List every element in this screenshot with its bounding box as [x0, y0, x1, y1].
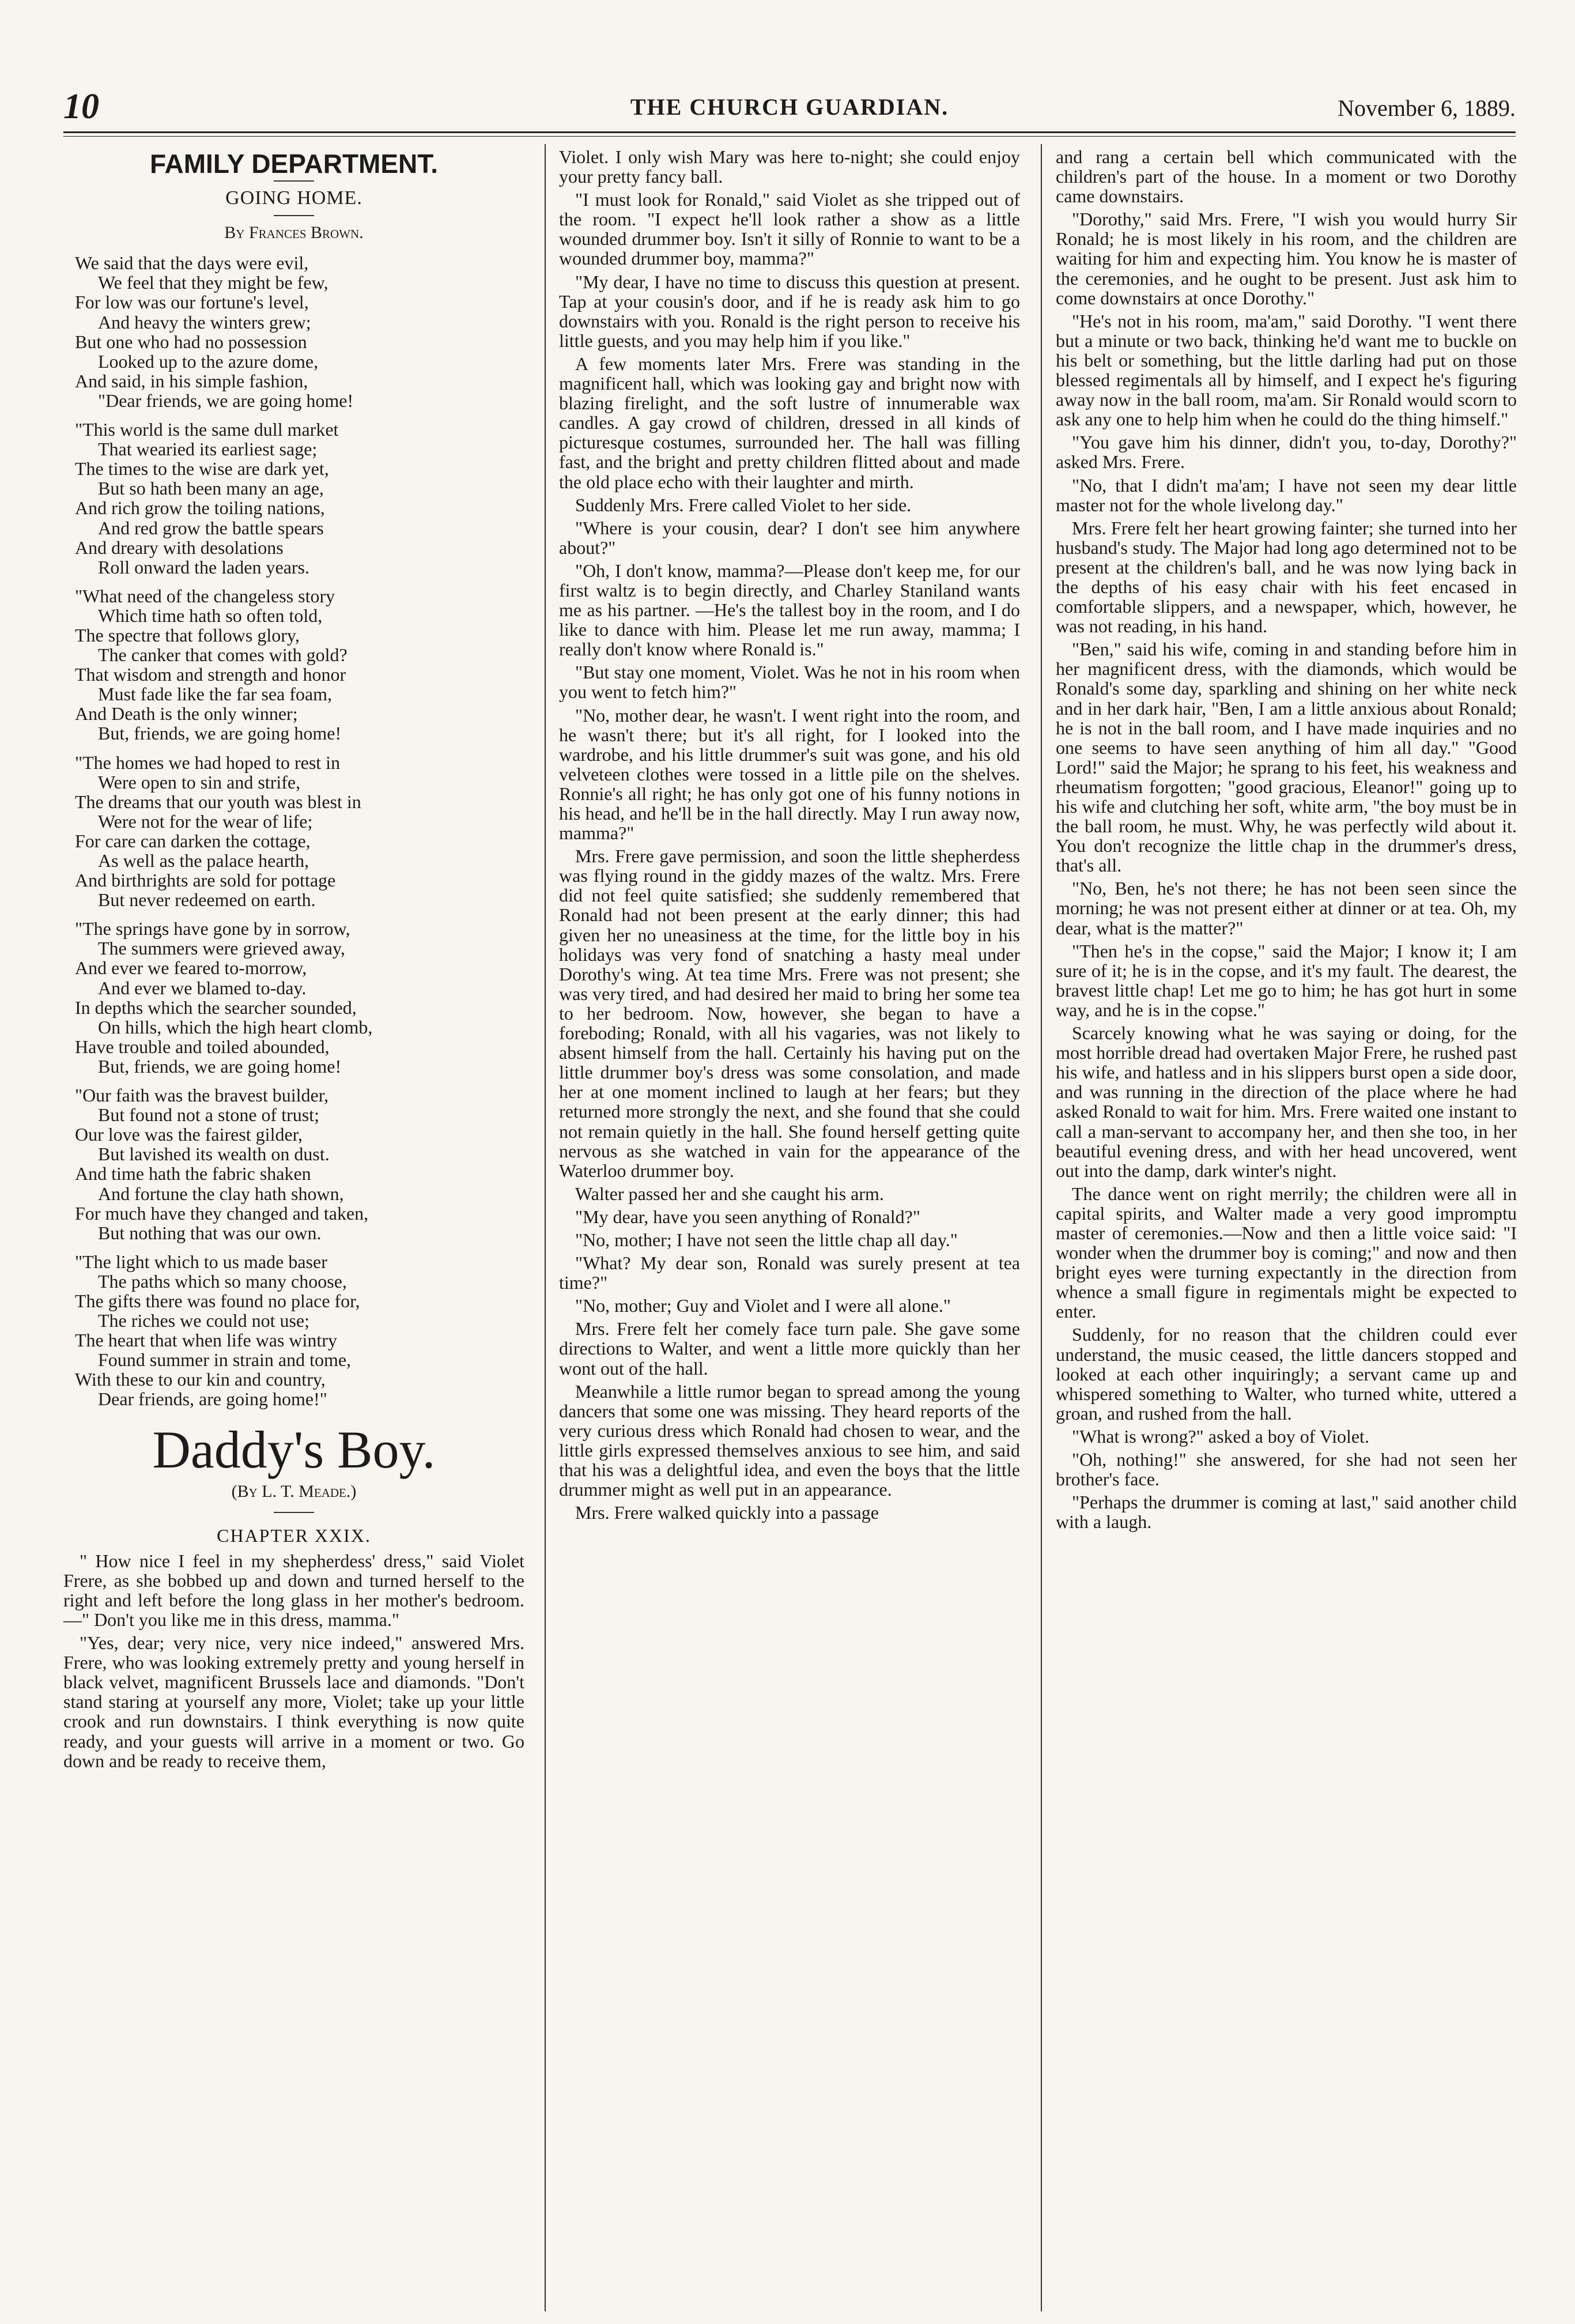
paragraph: A few moments later Mrs. Frere was standing in the magnificent hall, which was looking gay and bright now with blazing firelight, and the soft lustre of innumerable wax candles. A gay crowd of children, dressed in all kinds of picturesque costumes, surrounded her. The hall was filling fast, and the bright and pretty children flitted about and made the old place echo with their laughter and mirth. — [559, 353, 1020, 492]
poem-line: Were not for the wear of life; — [98, 810, 313, 832]
poem-line: The times to the wise are dark yet, — [75, 458, 329, 480]
paragraph: The dance went on right merrily; the children were all in capital spirits, and Walter made a very good impromptu master of ceremonies.—Now and then a little voice said: "I wonder when the drummer boy is coming;" and now and then bright eyes were turning expectantly in the direction from whence a small figure in regimentals might be expected to enter. — [1056, 1183, 1517, 1322]
poem-line: "What need of the changeless story — [75, 585, 335, 606]
paragraph: "You gave him his dinner, didn't you, to-day, Dorothy?" asked Mrs. Frere. — [1056, 432, 1517, 473]
poem-line: Have trouble and toiled abounded, — [75, 1036, 330, 1057]
poem-line: But one who had no possession — [75, 331, 307, 352]
poem-byline: By Frances Brown. — [224, 223, 364, 243]
column-2 — [559, 147, 1020, 1526]
header-rule-thin — [63, 136, 1516, 137]
paragraph: "Dorothy," said Mrs. Frere, "I wish you would hurry Sir Ronald; he is most likely in his room, and the children are waiting for him and expecting him. You know he is master of the ceremonies, and he ought to be present. Just ask him to come downstairs at once Dorothy." — [1056, 209, 1517, 308]
paragraph: " How nice I feel in my shepherdess' dress," said Violet Frere, as she bobbed up and down and turned herself to the right and left before the long glass in her mother's bedroom.—" Don't you like me in this dress, mamma." — [63, 1550, 524, 1630]
poem-stanza — [75, 1085, 524, 1243]
poem-line: And red grow the battle spears — [98, 517, 324, 538]
paragraph: "No, that I didn't ma'am; I have not seen my dear little master not for the whole livelong day." — [1056, 474, 1517, 515]
poem-line: As well as the palace hearth, — [98, 850, 309, 871]
paragraph: "Then he's in the copse," said the Major; I know it; I am sure of it; he is in the copse, and it's my fault. The dearest, the bravest little chap! Let me go to him; he has got hurt in some way, and he is in the copse." — [1056, 940, 1517, 1020]
header-rule — [63, 131, 1516, 133]
paragraph: "Oh, I don't know, mamma?—Please don't keep me, for our first waltz is to begin directly, and Charley Staniland wants me as his partner. —He's the tallest boy in the room, and I do like to dance with him. Please let me run away, mamma; I really don't know where Ronald is." — [559, 560, 1020, 660]
poem-stanza — [75, 420, 524, 577]
poem-line: "This world is the same dull market — [75, 419, 339, 440]
poem-line: The dreams that our youth was blest in — [75, 791, 361, 812]
paragraph: "What? My dear son, Ronald was surely present at tea time?" — [559, 1252, 1020, 1293]
poem-line: Looked up to the azure dome, — [98, 350, 319, 372]
poem-line: "The light which to us made baser — [75, 1251, 327, 1272]
paragraph: Mrs. Frere gave permission, and soon the little shepherdess was flying round in the giddy mazes of the waltz. Mrs. Frere did not feel quite satisfied; she suddenly remembered that Ronald had not been present at the early dinner; this had given her no uneasiness at the time, for the little boy in his holidays was very fond of snatching a hasty meal under Dorothy's wing. At tea time Mrs. Frere was not present; she was very tired, and had desired her maid to bring her some tea to her bedroom. Now, however, she began to have a foreboding; Ronald, with all his vagaries, was not likely to absent himself from the hall. Certainly his having put on the little drummer boy's dress was some consolation, and made her at one moment inclined to laugh at her fears; but they returned more strongly the next, and she found that she could not remain quietly in the hall. She found herself getting quite nervous as she watched in vain for the appearance of the Waterloo drummer boy. — [559, 846, 1020, 1181]
paragraph: "My dear, have you seen anything of Ronald?" — [575, 1206, 920, 1227]
poem-line: For much have they changed and taken, — [75, 1202, 369, 1224]
poem-line: But found not a stone of trust; — [98, 1104, 319, 1126]
paragraph: Meanwhile a little rumor began to spread among the young dancers that some one was missing. They heard reports of the very curious dress which Ronald had chosen to wear, and the little girls expressed themselves anxious to see him, and said that his was a delightful idea, and even the boys that the little drummer might as well put in an appearance. — [559, 1380, 1020, 1500]
story-text-col1 — [63, 1551, 524, 1771]
column-divider — [545, 144, 546, 2311]
paragraph: "No, mother; I have not seen the little chap all day." — [575, 1229, 958, 1250]
poem-line: The gifts there was found no place for, — [75, 1290, 360, 1311]
poem-line: And Death is the only winner; — [75, 703, 298, 725]
page-number: 10 — [63, 87, 99, 126]
poem-line: But lavished its wealth on dust. — [98, 1144, 330, 1165]
paragraph: Walter passed her and she caught his arm. — [575, 1183, 884, 1204]
poem-line: "Dear friends, we are going home! — [98, 390, 354, 411]
poem-stanza — [75, 586, 524, 744]
poem-line: Which time hath so often told, — [98, 605, 323, 626]
poem-line: Found summer in strain and tome, — [98, 1349, 352, 1371]
chapter-heading: CHAPTER XXIX. — [217, 1525, 371, 1546]
poem-line: We feel that they might be few, — [98, 272, 328, 293]
paragraph: "No, mother dear, he wasn't. I went right into the room, and he wasn't there; but it's all right, for I looked into the wardrobe, and his little drummer's suit was gone, and his old velveteen clothes were tossed in a little pile on the shelves. Ronnie's all right; he has only got one of his funny notions in his head, and he'll be in the hall directly. May I run away now, mamma?" — [559, 704, 1020, 844]
paragraph: Violet. I only wish Mary was here to-night; she could enjoy your pretty fancy ball. — [559, 146, 1020, 187]
paragraph: "Ben," said his wife, coming in and standing before him in her magnificent dress, with the diamonds, which would be Ronald's some day, sparkling and shining on her white neck and in her dark hair, "Ben, I am a little anxious about Ronald; he is not in the ball room, and I have made inquiries and no one seems to have seen anything of him all day." "Good Lord!" said the Major; he sprang to his feet, his weakness and rheumatism forgotten; "good gracious, Eleanor!" going up to his wife and clutching her soft, white arm, "the boy must be in the ball room, he must. Why, he was perfectly wild about it. You don't recognize the little chap in the drummer's dress, that's all. — [1056, 639, 1517, 876]
paragraph: Scarcely knowing what he was saying or doing, for the most horrible dread had overtaken Major Frere, he rushed past his wife, and hatless and in his slippers burst open a side door, and was running in the direction of the place where he had asked Ronald to wait for him. Mrs. Frere waited one instant to call a man-servant to accompany her, and then she too, in her beautiful evening dress, and with her head uncovered, went out into the damp, dark winter's night. — [1056, 1023, 1517, 1181]
poem-line: In depths which the searcher sounded, — [75, 997, 357, 1018]
poem-line: For care can darken the cottage, — [75, 830, 311, 851]
paragraph: "Where is your cousin, dear? I don't see him anywhere about?" — [559, 517, 1020, 558]
paragraph: Mrs. Frere felt her heart growing fainter; she turned into her husband's study. The Major had long ago determined not to be present at the children's ball, and he was now lying back in the depths of his easy chair with his feet encased in comfortable slippers, and a newspaper, which, however, he was not reading, in his hand. — [1056, 517, 1517, 637]
story-text-col3 — [1056, 147, 1517, 1531]
poem-body — [63, 253, 524, 1409]
column-1 — [63, 147, 524, 1774]
poem-line: But never redeemed on earth. — [98, 889, 316, 911]
paragraph: Mrs. Frere walked quickly into a passage — [575, 1502, 879, 1523]
poem-line: But nothing that was our own. — [98, 1222, 322, 1243]
poem-line: Our love was the fairest gilder, — [75, 1124, 303, 1145]
poem-line: The riches we could not use; — [98, 1310, 309, 1331]
poem-line: The canker that comes with gold? — [98, 644, 348, 666]
poem-line: And birthrights are sold for pottage — [75, 870, 336, 891]
paragraph: "He's not in his room, ma'am," said Dorothy. "I went there but a minute or two back, thinking he'd want me to buckle on his belt or something, but the little darling had put on those blessed regimentals all by himself, and I expect he's figuring away now in the ball room, ma'am. Sir Ronald would scorn to ask any one to help him when he could do the thing himself." — [1056, 310, 1517, 430]
poem-line: And said, in his simple fashion, — [75, 370, 308, 391]
paragraph: "My dear, I have no time to discuss this question at present. Tap at your cousin's door, and if he is ready ask him to go downstairs with you. Ronald is the right person to receive his little guests, and you may help him if you like." — [559, 271, 1020, 351]
poem-line: Were open to sin and strife, — [98, 771, 301, 793]
poem-line: Roll onward the laden years. — [98, 556, 309, 578]
poem-line: "The springs have gone by in sorrow, — [75, 918, 350, 940]
story-byline: (By L. T. Meade.) — [231, 1481, 357, 1501]
poem-line: Must fade like the far sea foam, — [98, 684, 333, 705]
poem-stanza — [75, 919, 524, 1076]
poem-line: And fortune the clay hath shown, — [98, 1183, 344, 1204]
poem-line: But, friends, we are going home! — [98, 723, 342, 744]
poem-line: But so hath been many an age, — [98, 478, 324, 499]
poem-line: The summers were grieved away, — [98, 938, 345, 959]
poem-line: And rich grow the toiling nations, — [75, 497, 325, 519]
poem-line: And dreary with desolations — [75, 537, 284, 558]
column-divider — [1041, 144, 1042, 2311]
page-header — [63, 86, 1516, 127]
poem-line: And time hath the fabric shaken — [75, 1163, 311, 1184]
poem-line: The paths which so many choose, — [98, 1270, 347, 1292]
paragraph: "Perhaps the drummer is coming at last," said another child with a laugh. — [1056, 1492, 1517, 1533]
poem-line: "Our faith was the bravest builder, — [75, 1085, 329, 1106]
issue-date: November 6, 1889. — [1338, 95, 1516, 121]
poem-line: The heart that when life was wintry — [75, 1330, 337, 1351]
poem-line: And heavy the winters grew; — [98, 311, 311, 333]
poem-line: On hills, which the high heart clomb, — [98, 1016, 373, 1038]
poem-stanza — [75, 753, 524, 910]
paragraph: "I must look for Ronald," said Violet as she tripped out of the room. "I expect he'll look rather a show as a little wounded drummer boy. Isn't it silly of Ronnie to want to be a wounded drummer boy, mamma?" — [559, 189, 1020, 269]
divider — [274, 1512, 314, 1513]
poem-title: GOING HOME. — [225, 187, 362, 209]
poem-line: We said that the days were evil, — [75, 252, 309, 274]
paragraph: Mrs. Frere felt her comely face turn pale. She gave some directions to Walter, and went a little more quickly than her wont out of the hall. — [559, 1318, 1020, 1379]
poem-stanza — [75, 1252, 524, 1409]
poem-line: The spectre that follows glory, — [75, 624, 300, 646]
poem-stanza — [75, 253, 524, 410]
poem-line: "The homes we had hoped to rest in — [75, 752, 341, 773]
paragraph: "Yes, dear; very nice, very nice indeed," answered Mrs. Frere, who was looking extremely pretty and young herself in black velvet, magnificent Brussels lace and diamonds. "Don't stand staring at yourself any more, Violet; take up your little crook and run downstairs. I think everything is now quite ready, and your guests will arrive in a moment or two. Go down and be ready to receive them, — [63, 1632, 524, 1771]
paragraph: "Oh, nothing!" she answered, for she had not seen her brother's face. — [1056, 1449, 1517, 1490]
poem-line: For low was our fortune's level, — [75, 292, 309, 313]
story-title: Daddy's Boy. — [152, 1420, 436, 1479]
department-heading: FAMILY DEPARTMENT. — [149, 149, 439, 179]
divider — [274, 215, 314, 216]
paragraph: "What is wrong?" asked a boy of Violet. — [1072, 1425, 1369, 1447]
column-3 — [1056, 147, 1517, 1535]
newspaper-title: THE CHURCH GUARDIAN. — [630, 94, 949, 120]
poem-line: Dear friends, are going home!" — [98, 1389, 327, 1410]
divider — [274, 180, 314, 182]
poem-line: And ever we blamed to-day. — [98, 977, 307, 998]
paragraph: "But stay one moment, Violet. Was he not in his room when you went to fetch him?" — [559, 662, 1020, 703]
poem-line: And ever we feared to-morrow, — [75, 957, 307, 979]
poem-line: With these to our kin and country, — [75, 1369, 326, 1390]
story-text-col2 — [559, 147, 1020, 1522]
poem-line: But, friends, we are going home! — [98, 1055, 342, 1077]
paragraph: Suddenly, for no reason that the children could ever understand, the music ceased, the little dancers stopped and looked at each other inquiringly; a servant came up and whispered something to Walter, who turned white, uttered a groan, and rushed from the hall. — [1056, 1324, 1517, 1424]
poem-line: That wearied its earliest sage; — [98, 439, 318, 460]
paragraph: Suddenly Mrs. Frere called Violet to her side. — [575, 494, 912, 515]
paragraph: "No, Ben, he's not there; he has not been seen since the morning; he was not present either at dinner or at tea. Oh, my dear, what is the matter?" — [1056, 878, 1517, 938]
paragraph: and rang a certain bell which communicated with the children's part of the house. In a moment or two Dorothy came downstairs. — [1056, 146, 1517, 207]
poem-line: That wisdom and strength and honor — [75, 664, 346, 685]
paragraph: "No, mother; Guy and Violet and I were all alone." — [575, 1295, 951, 1316]
